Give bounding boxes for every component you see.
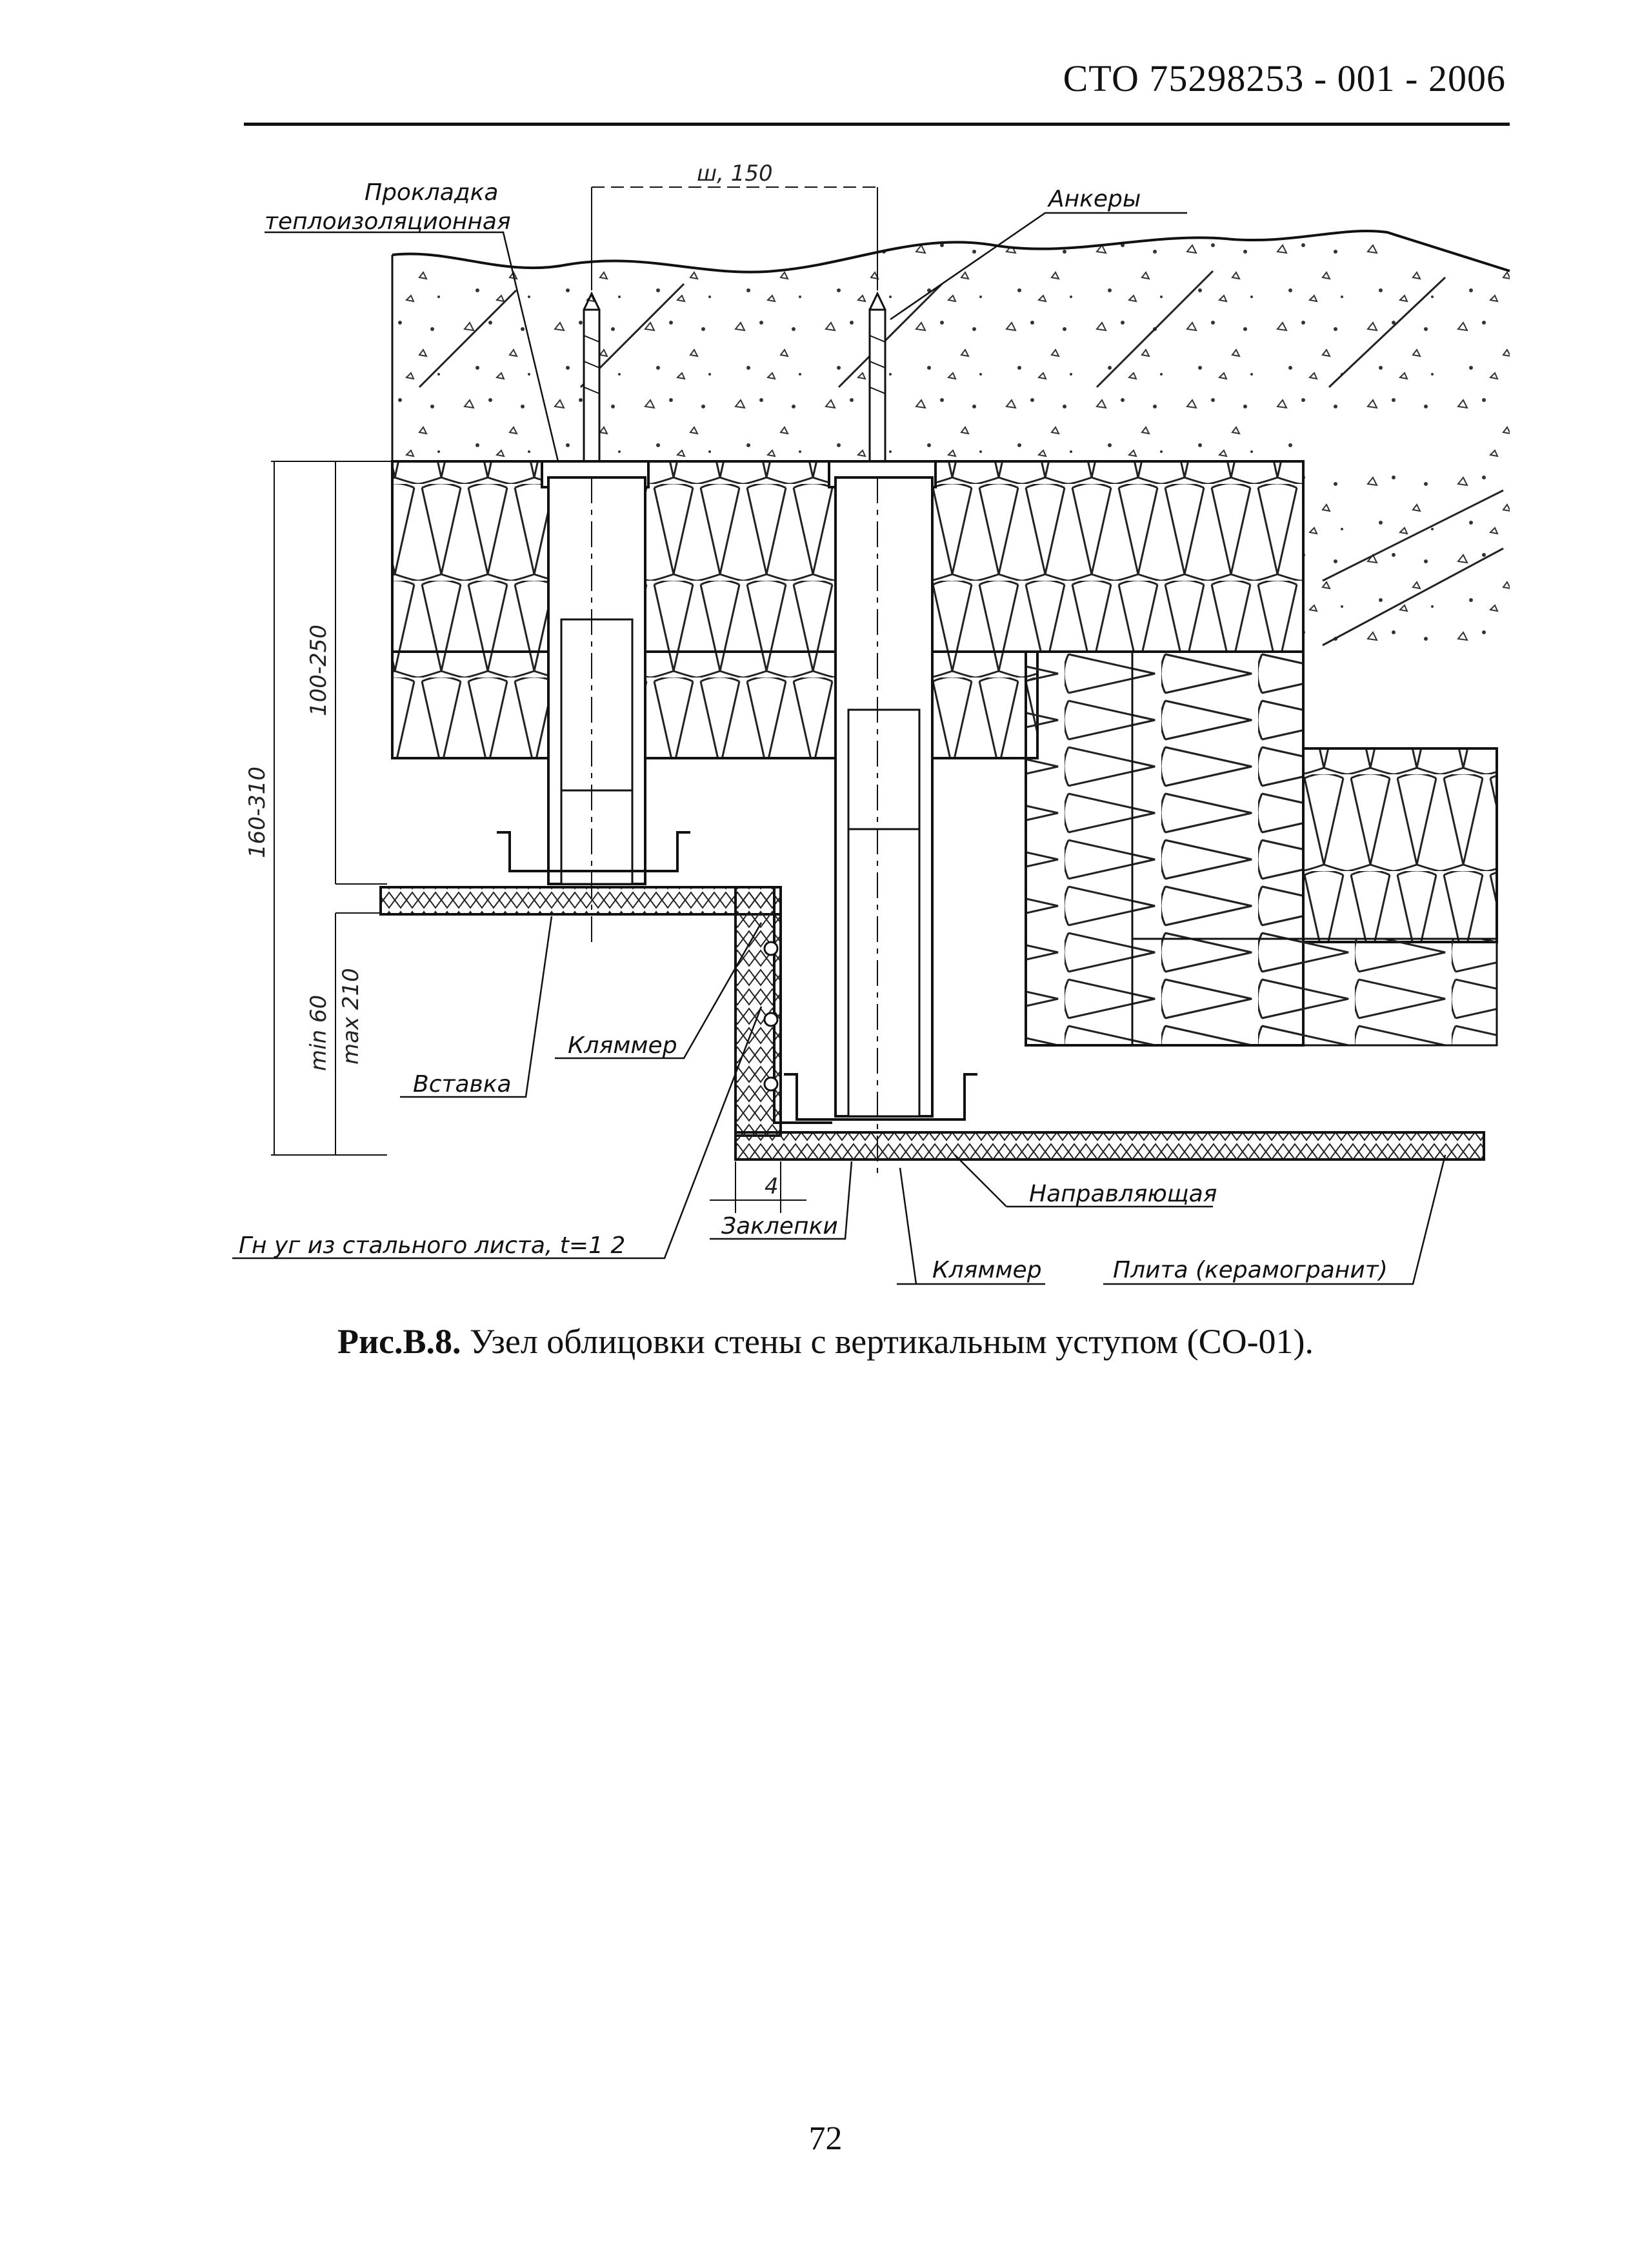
callout-clamp-bottom: Кляммер <box>932 1257 1042 1283</box>
caption-text: Узел облицовки стены с вертикальным уступом (СО-01). <box>461 1322 1314 1361</box>
dim-top-spacing: ш, 150 <box>697 161 773 186</box>
dim-overall-depth: 160-310 <box>245 766 270 858</box>
dim-step-min: min 60 <box>306 994 332 1071</box>
callout-slab: Плита (керамогранит) <box>1113 1257 1388 1283</box>
dim-bracket-depth: 100-250 <box>306 624 332 716</box>
callout-pad-line2: теплоизоляционная <box>265 208 511 235</box>
callout-anchors: Анкеры <box>1048 186 1141 212</box>
insulation-step-block <box>1026 652 1497 1045</box>
figure-caption <box>0 1321 1651 1361</box>
anchor-right <box>870 294 885 468</box>
callout-guide: Направляющая <box>1029 1181 1217 1207</box>
page-number: 72 <box>808 2120 843 2157</box>
caption-label: Рис.В.8. <box>337 1322 461 1361</box>
callout-rivets: Заклепки <box>721 1213 838 1239</box>
document-code: СТО 75298253 - 001 - 2006 <box>1063 57 1506 99</box>
dim-step-max: max 210 <box>338 968 364 1065</box>
dim-gap: 4 <box>765 1174 779 1199</box>
cladding-slab-lower <box>735 1132 1484 1159</box>
callout-insert: Вставка <box>413 1071 512 1098</box>
callout-clamp-left: Кляммер <box>568 1032 677 1059</box>
insulation-layer-inner <box>392 652 1037 758</box>
cladding-slab-upper <box>381 887 781 914</box>
callout-bent-angle: Гн уг из стального листа, t=1 2 <box>239 1232 626 1259</box>
callout-pad-line1: Прокладка <box>365 179 499 206</box>
anchor-left <box>584 294 599 468</box>
